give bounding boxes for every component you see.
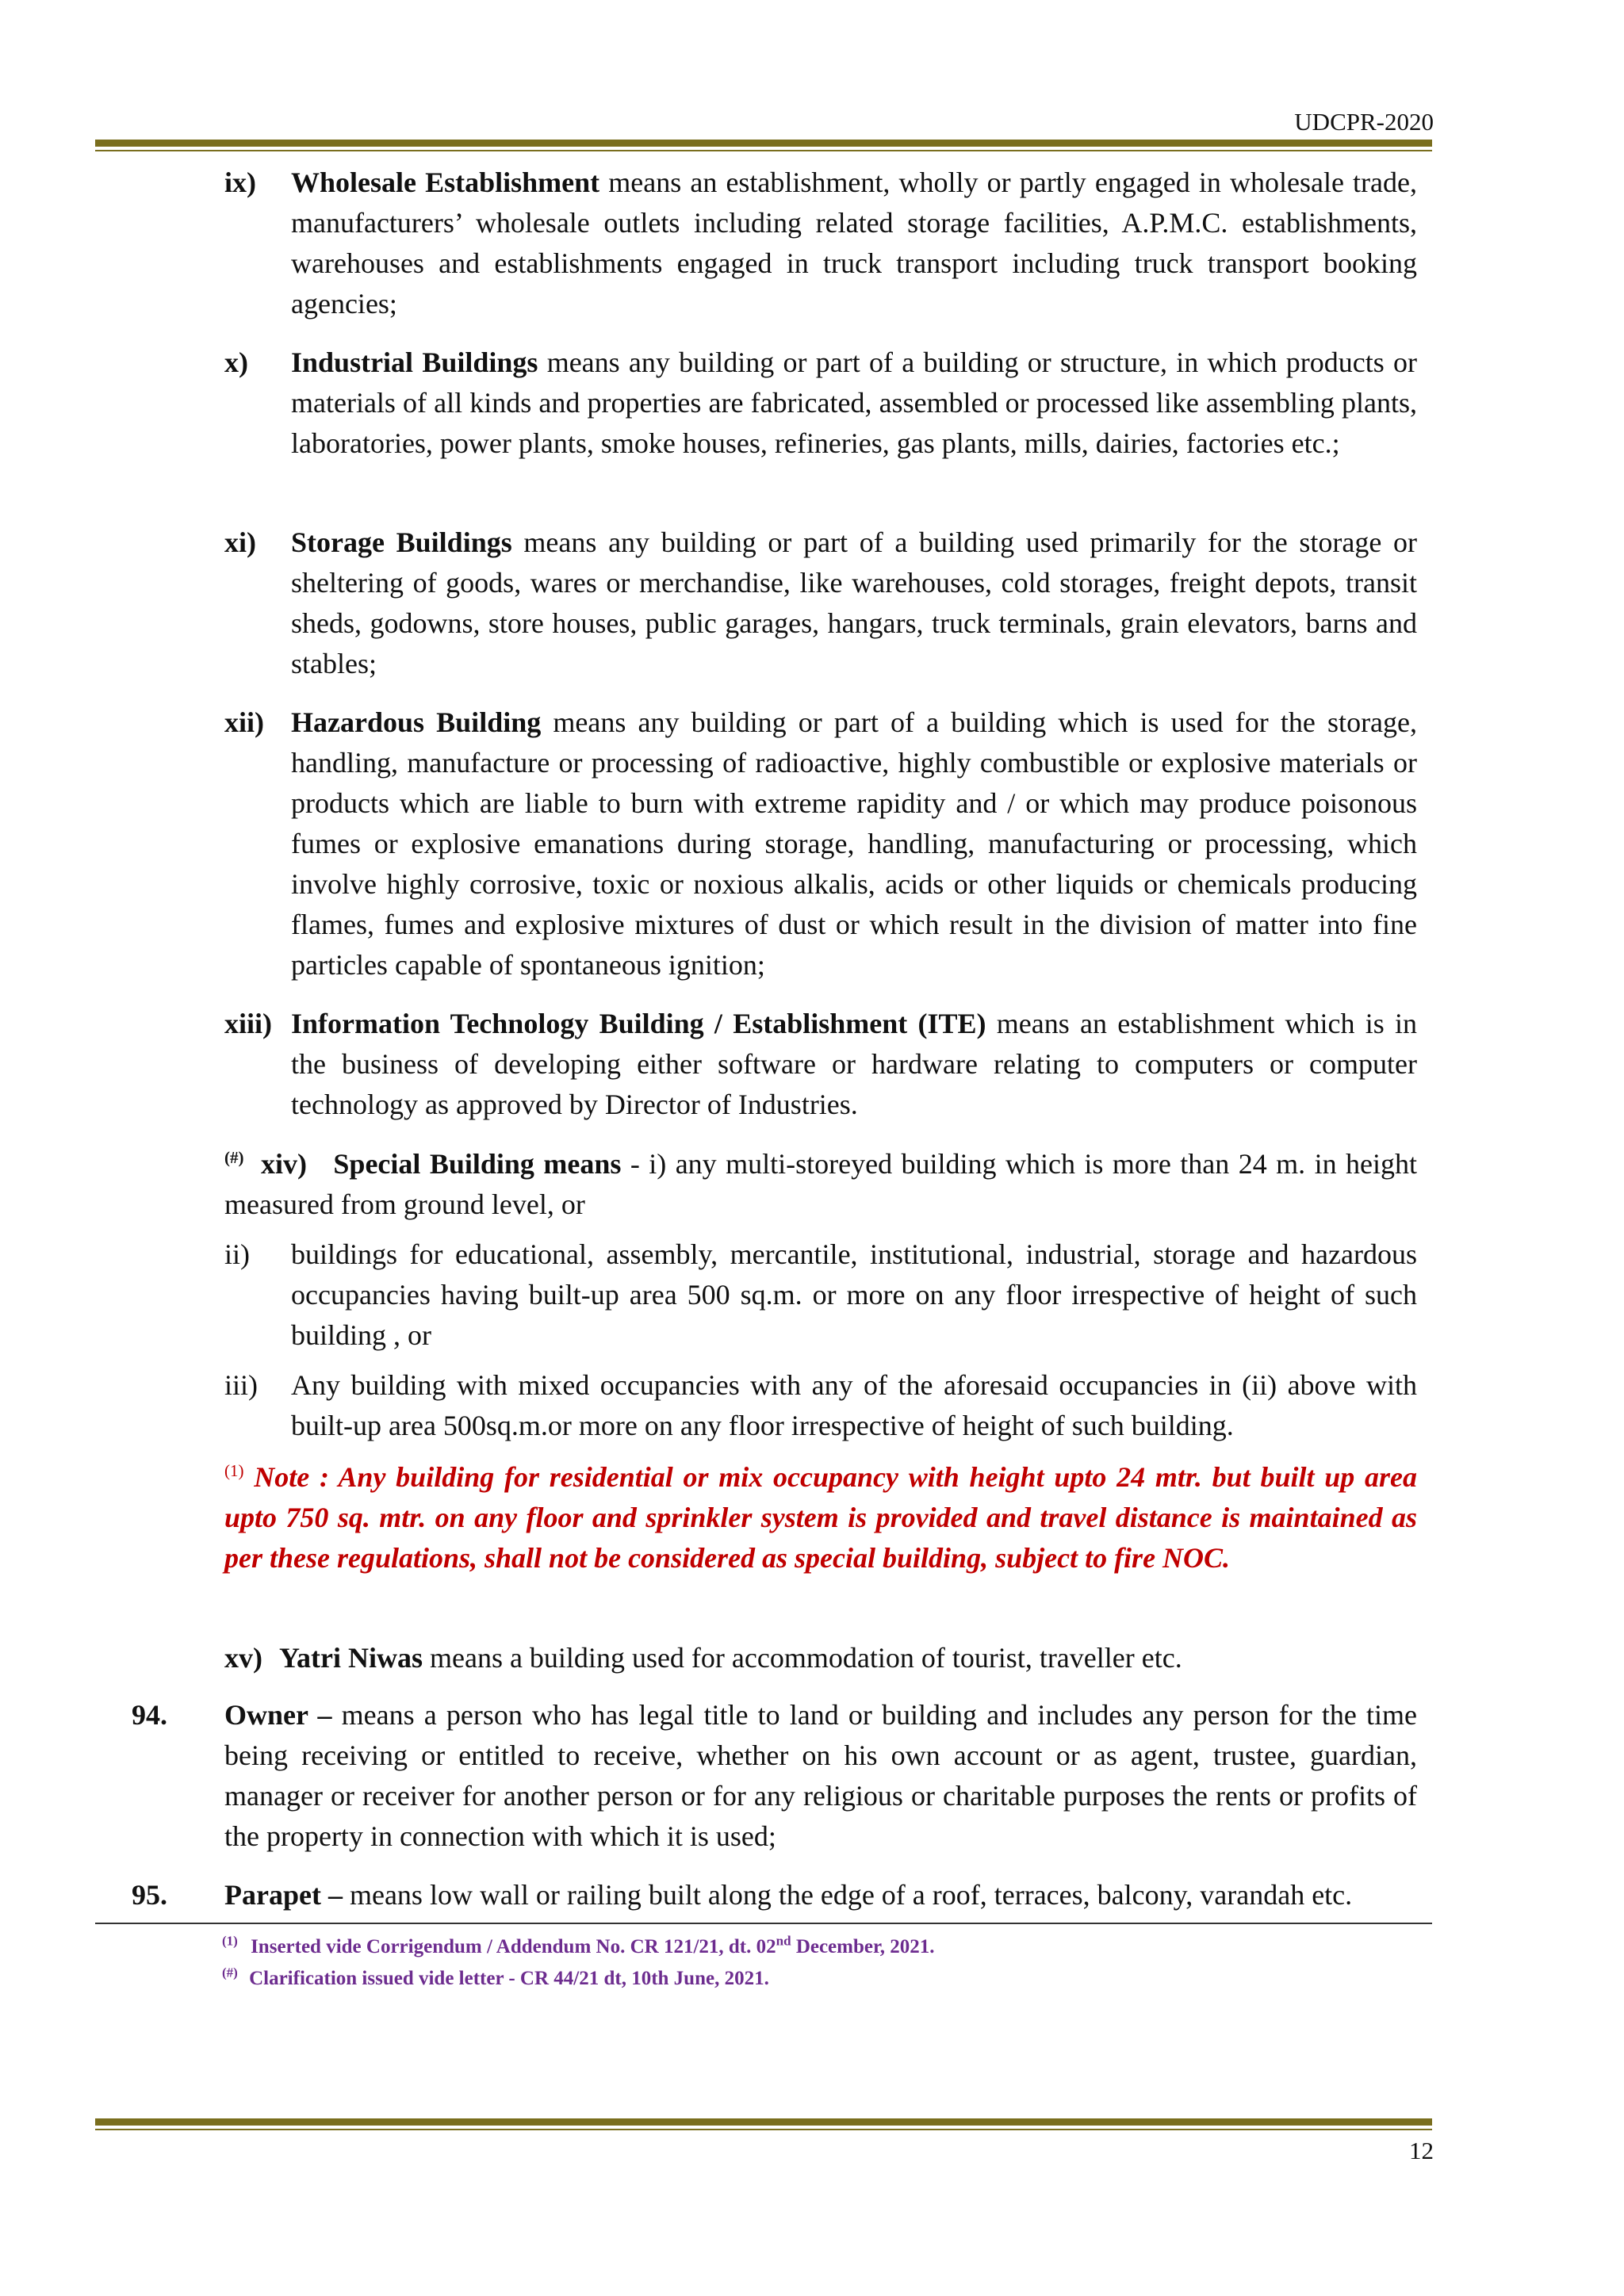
item-xiii xyxy=(291,1004,1417,1125)
item-xiv xyxy=(224,1144,1417,1225)
special-building-note xyxy=(224,1457,1417,1578)
term-hazardous-building: Hazardous Building xyxy=(291,706,542,738)
footnote-text: Clarification issued vide letter - CR 44/21 dt, 10th June, 2021. xyxy=(249,1968,769,1989)
item-label-xii: xii) xyxy=(224,706,264,738)
section-number-95: 95. xyxy=(132,1879,167,1911)
term-yatri-niwas: Yatri Niwas xyxy=(279,1642,423,1674)
definition-text: means any building or part of a building or structure, in which products or materials of all kinds and properties are fabricated, assembled or processed like assembling plants, laboratories, power plants, smoke houses, refineries, gas plants, mills, dairies, factories etc.; xyxy=(291,346,1417,459)
term-storage-buildings: Storage Buildings xyxy=(291,526,512,558)
header-rule xyxy=(95,140,1432,151)
definition-text: means any building or part of a building used primarily for the storage or sheltering of goods, wares or merchandise, like warehouses, cold storages, freight depots, transit sheds, godowns, store houses, public garages, hangars, truck terminals, grain elevators, barns and stables; xyxy=(291,526,1417,679)
definition-text: means low wall or railing built along the edge of a roof, terraces, balcony, varandah etc. xyxy=(342,1879,1353,1911)
item-label-xi: xi) xyxy=(224,526,256,558)
footnote-ordinal: nd xyxy=(776,1933,791,1949)
item-xii xyxy=(291,702,1417,985)
footnote-separator xyxy=(95,1923,1432,1924)
term-parapet: Parapet – xyxy=(224,1879,343,1911)
clarification-mark: (#) xyxy=(224,1148,244,1167)
item-label-xv: xv) xyxy=(224,1642,262,1674)
item-label-xiv-ii: ii) xyxy=(224,1238,250,1270)
item-label-xiv: xiv) xyxy=(260,1148,307,1180)
footnote-text: Inserted vide Corrigendum / Addendum No. CR 121/21, dt. 02 xyxy=(251,1936,776,1957)
term-industrial-buildings: Industrial Buildings xyxy=(291,346,538,378)
item-xi xyxy=(291,522,1417,684)
definition-text: means any building or part of a building which is used for the storage, handling, manufacture or processing of radioactive, highly combustible or explosive materials or products which are liable to burn with extreme rapidity and / or which may produce poisonous fumes or explosive emanations during storage, handling, manufacturing or processing, which involve highly corrosive, toxic or noxious alkalis, acids or other liquids or chemicals producing flames, fumes and explosive mixtures of dust or which result in the division of matter into fine particles capable of spontaneous ignition; xyxy=(291,706,1418,981)
term-wholesale-establishment: Wholesale Establishment xyxy=(291,166,600,198)
footnote-1 xyxy=(222,1933,935,1961)
section-number-94: 94. xyxy=(132,1699,167,1731)
definition-text: - i) any multi-storeyed building which is more than 24 m. in height measured from ground level, or xyxy=(224,1148,1418,1220)
document-code: UDCPR-2020 xyxy=(1294,108,1434,136)
item-label-xiv-iii: iii) xyxy=(224,1369,258,1401)
item-ix xyxy=(291,163,1417,324)
definition-text: means a building used for accommodation of tourist, traveller etc. xyxy=(422,1642,1182,1674)
note-mark: (1) xyxy=(224,1461,244,1480)
section-94-owner xyxy=(224,1695,1417,1857)
footer-rule xyxy=(95,2118,1432,2130)
page-number: 12 xyxy=(1409,2137,1434,2164)
footnote-mark: (1) xyxy=(222,1933,238,1949)
item-label-ix: ix) xyxy=(224,166,256,198)
term-information-technology-building: Information Technology Building / Establishment (ITE) xyxy=(291,1008,986,1039)
section-95-parapet xyxy=(224,1875,1430,1915)
term-special-building: Special Building means xyxy=(333,1148,622,1180)
note-text: Note : Any building for residential or mix occupancy with height upto 24 mtr. but built up area upto 750 sq. mtr. on any floor and sprinkler system is provided and travel distance is maintained as per these regulations, shall not be considered as special building, subject to fire NOC. xyxy=(224,1461,1418,1574)
item-xiv-iii: Any building with mixed occupancies with any of the aforesaid occupancies in (ii) above with built-up area 500sq.m.or more on any floor irrespective of height of such building. xyxy=(291,1369,1417,1441)
definition-text: means an establishment which is in the business of developing either software or hardware relating to computers or computer technology as approved by Director of Industries. xyxy=(291,1008,1417,1120)
footnote-2 xyxy=(222,1965,769,1993)
footnote-text-end: December, 2021. xyxy=(791,1936,935,1957)
item-xv xyxy=(224,1638,1417,1678)
footnote-mark: (#) xyxy=(222,1965,238,1980)
item-xiv-ii: buildings for educational, assembly, mercantile, institutional, industrial, storage and hazardous occupancies having built-up area 500 sq.m. or more on any floor irrespective of height of such building , or xyxy=(291,1238,1417,1351)
item-x xyxy=(291,342,1417,464)
definition-text: means a person who has legal title to land or building and includes any person for the time being receiving or entitled to receive, whether on his own account or as agent, trustee, guardian, manager or receiver for another person or for any religious or charitable purposes the rents or profits of the property in connection with which it is used; xyxy=(224,1699,1418,1852)
term-owner: Owner – xyxy=(224,1699,332,1731)
item-label-x: x) xyxy=(224,346,248,378)
item-label-xiii: xiii) xyxy=(224,1008,272,1039)
definition-text: means an establishment, wholly or partly engaged in wholesale trade, manufacturers’ wholesale outlets including related storage facilities, A.P.M.C. establishments, warehouses and establishments engaged in truck transport including truck transport booking agencies; xyxy=(291,166,1417,320)
